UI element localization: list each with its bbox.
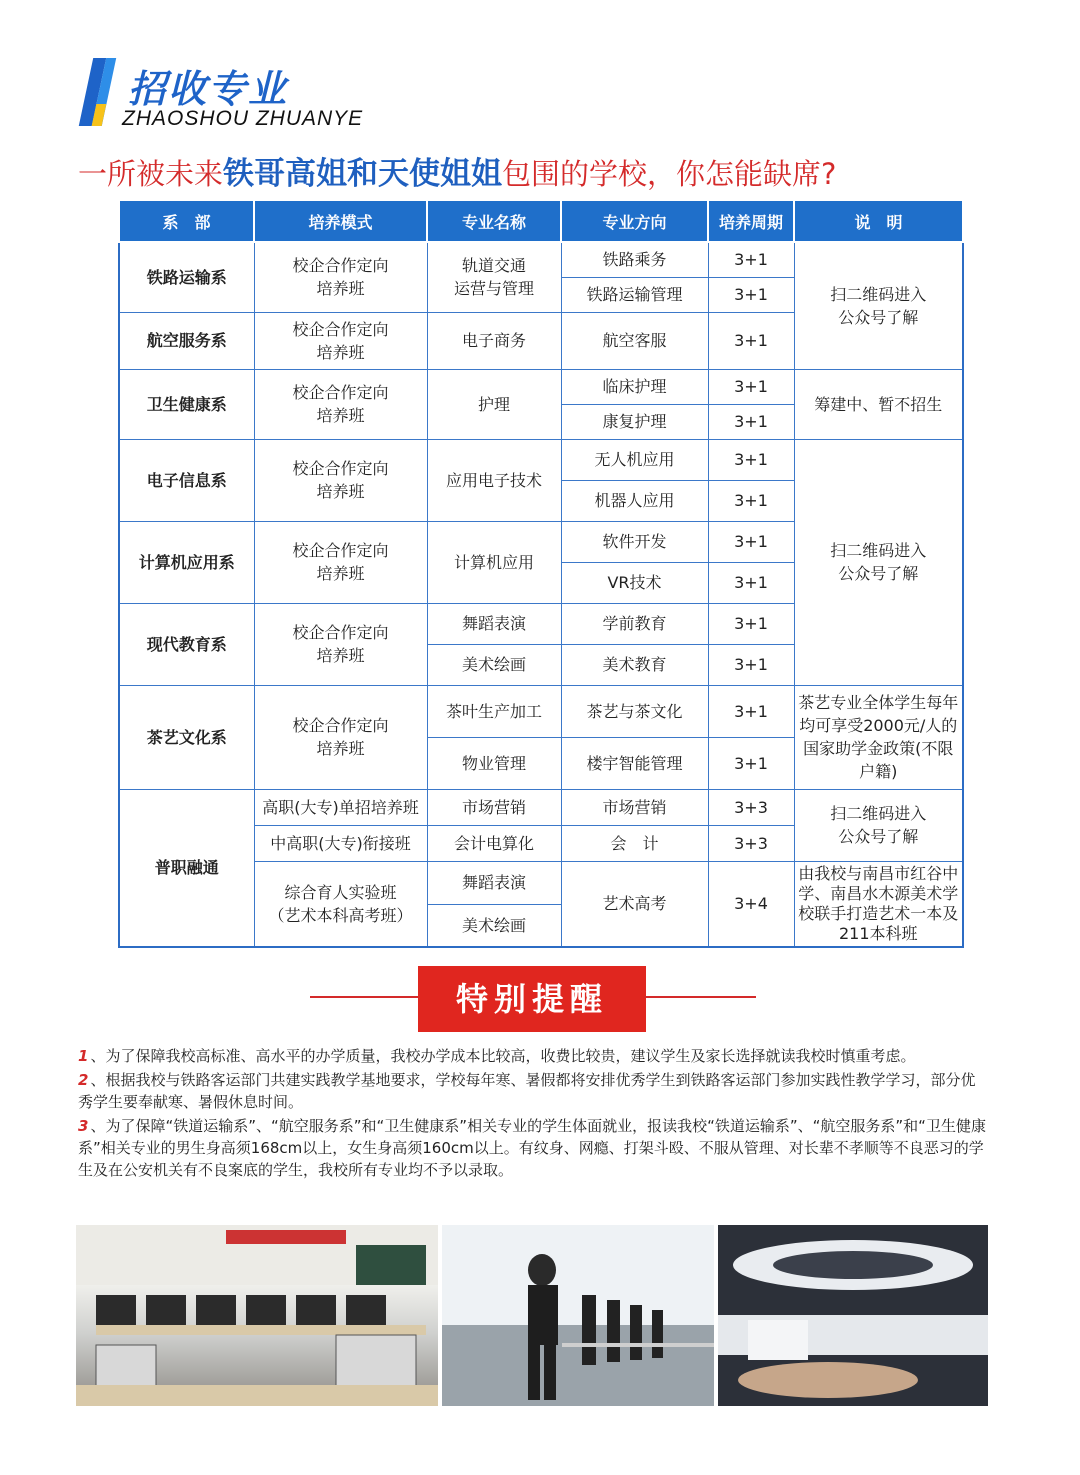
direction-cell: 航空客服 xyxy=(561,312,708,369)
major-cell: 舞蹈表演 xyxy=(427,603,561,644)
slogan-pre: 一所被未来 xyxy=(78,157,224,191)
reminder-line-right xyxy=(644,996,756,998)
direction-cell: 铁路运输管理 xyxy=(561,277,708,312)
modern-hall-photo xyxy=(718,1225,988,1406)
dept-cell: 现代教育系 xyxy=(119,603,254,685)
dept-cell: 电子信息系 xyxy=(119,439,254,521)
cycle-cell: 3+1 xyxy=(708,369,794,404)
major-cell: 美术绘画 xyxy=(427,644,561,685)
mode-cell: 校企合作定向 培养班 xyxy=(254,521,427,603)
table-row xyxy=(119,369,963,404)
section-title-pinyin: ZHAOSHOU ZHUANYE xyxy=(122,107,364,130)
reminder-num: 3 xyxy=(78,1117,89,1135)
table-row xyxy=(119,242,963,277)
mode-cell: 校企合作定向 培养班 xyxy=(254,439,427,521)
direction-cell: 楼宇智能管理 xyxy=(561,737,708,789)
mode-cell: 校企合作定向 培养班 xyxy=(254,242,427,312)
direction-cell: 铁路乘务 xyxy=(561,242,708,277)
reminder-list xyxy=(78,1045,990,1183)
majors-table xyxy=(118,199,964,948)
mode-cell: 中高职(大专)衔接班 xyxy=(254,825,427,861)
direction-cell: 会 计 xyxy=(561,825,708,861)
mode-cell: 高职(大专)单招培养班 xyxy=(254,789,427,825)
dept-cell: 卫生健康系 xyxy=(119,369,254,439)
reminder-text: 根据我校与铁路客运部门共建实践教学基地要求，学校每年寒、暑假都将安排优秀学生到铁路客运部门参加实践性教学学习，部分优秀学生要奉献寒、暑假休息时间。 xyxy=(78,1071,976,1111)
reminder-text: 为了保障“铁道运输系”、“航空服务系”和“卫生健康系”相关专业的学生体面就业，报读我校“铁道运输系”、“航空服务系”和“卫生健康系”相关专业的男生身高须168cm以上，女生身高须160cm以上。有纹身、网瘾、打架斗殴、不服从管理、对长辈不孝顺等不良恶习的学生及在公安机关有不良案底的学生，我校所有专业均不予以录取。 xyxy=(78,1117,986,1179)
slogan-highlight: 铁哥高姐和天使姐姐 xyxy=(223,156,503,192)
cycle-cell: 3+3 xyxy=(708,825,794,861)
direction-cell: 市场营销 xyxy=(561,789,708,825)
table-row xyxy=(119,439,963,480)
major-cell: 茶叶生产加工 xyxy=(427,685,561,737)
computer-lab-illustration xyxy=(76,1225,438,1406)
major-cell: 市场营销 xyxy=(427,789,561,825)
cycle-cell: 3+1 xyxy=(708,685,794,737)
header-note: 说 明 xyxy=(794,200,963,242)
dance-class-photo xyxy=(442,1225,714,1406)
header-mode: 培养模式 xyxy=(254,200,427,242)
cycle-cell: 3+1 xyxy=(708,603,794,644)
major-cell: 电子商务 xyxy=(427,312,561,369)
cycle-cell: 3+1 xyxy=(708,277,794,312)
slogan xyxy=(78,148,836,193)
mode-cell: 校企合作定向 培养班 xyxy=(254,685,427,789)
cycle-cell: 3+1 xyxy=(708,521,794,562)
reminder-item: 2 、根据我校与铁路客运部门共建实践教学基地要求，学校每年寒、暑假都将安排优秀学生到铁路客运部门参加实践性教学学习，部分优秀学生要奉献寒、暑假休息时间。 xyxy=(78,1071,976,1111)
direction-cell: 软件开发 xyxy=(561,521,708,562)
table-row xyxy=(119,789,963,825)
reminder-line-left xyxy=(310,996,420,998)
mode-cell: 校企合作定向 培养班 xyxy=(254,312,427,369)
header-dept: 系 部 xyxy=(119,200,254,242)
cycle-cell: 3+1 xyxy=(708,439,794,480)
cycle-cell: 3+1 xyxy=(708,562,794,603)
major-cell: 护理 xyxy=(427,369,561,439)
reminder-banner xyxy=(0,966,1080,1036)
header-cycle: 培养周期 xyxy=(708,200,794,242)
dept-cell: 茶艺文化系 xyxy=(119,685,254,789)
cycle-cell: 3+1 xyxy=(708,480,794,521)
major-cell: 轨道交通 运营与管理 xyxy=(427,242,561,312)
cycle-cell: 3+1 xyxy=(708,312,794,369)
direction-cell: 康复护理 xyxy=(561,404,708,439)
reminder-title: 特别提醒 xyxy=(418,966,646,1032)
cycle-cell: 3+1 xyxy=(708,242,794,277)
direction-cell: 茶艺与茶文化 xyxy=(561,685,708,737)
mode-cell: 校企合作定向 培养班 xyxy=(254,369,427,439)
note-cell: 扫二维码进入 公众号了解 xyxy=(794,789,963,861)
reminder-item: 3 、为了保障“铁道运输系”、“航空服务系”和“卫生健康系”相关专业的学生体面就业，报读我校“铁道运输系”、“航空服务系”和“卫生健康系”相关专业的男生身高须168cm以上，女生身高须160cm以上。有纹身、网瘾、打架斗殴、不服从管理、对长辈不孝顺等不良恶习的学生及在公安机关有不良案底的学生，我校所有专业均不予以录取。 xyxy=(78,1117,986,1179)
dance-class-illustration xyxy=(442,1225,714,1406)
note-cell: 扫二维码进入 公众号了解 xyxy=(794,439,963,685)
direction-cell: 机器人应用 xyxy=(561,480,708,521)
cycle-cell: 3+1 xyxy=(708,644,794,685)
direction-cell: 无人机应用 xyxy=(561,439,708,480)
logo-bars-icon xyxy=(80,58,124,126)
mode-cell: 综合育人实验班 （艺术本科高考班） xyxy=(254,861,427,947)
header-direction: 专业方向 xyxy=(561,200,708,242)
note-cell: 扫二维码进入 公众号了解 xyxy=(794,242,963,369)
computer-lab-photo xyxy=(76,1225,438,1406)
direction-cell: VR技术 xyxy=(561,562,708,603)
section-title: 招收专业 xyxy=(128,67,289,111)
major-cell: 会计电算化 xyxy=(427,825,561,861)
dept-cell: 航空服务系 xyxy=(119,312,254,369)
cycle-cell: 3+1 xyxy=(708,737,794,789)
note-cell: 茶艺专业全体学生每年均可享受2000元/人的国家助学金政策(不限户籍) xyxy=(794,685,963,789)
cycle-cell: 3+3 xyxy=(708,789,794,825)
reminder-item: 1 、为了保障我校高标准、高水平的办学质量，我校办学成本比较高，收费比较贵，建议学生及家长选择就读我校时慎重考虑。 xyxy=(78,1047,916,1065)
major-cell: 舞蹈表演 xyxy=(427,861,561,904)
note-cell: 由我校与南昌市红谷中学、南昌水木源美术学校联手打造艺术一本及211本科班 xyxy=(794,861,963,947)
major-cell: 美术绘画 xyxy=(427,904,561,947)
table-row xyxy=(119,685,963,737)
direction-cell: 学前教育 xyxy=(561,603,708,644)
reminder-num: 1 xyxy=(78,1047,89,1065)
reminder-text: 为了保障我校高标准、高水平的办学质量，我校办学成本比较高，收费比较贵，建议学生及家长选择就读我校时慎重考虑。 xyxy=(105,1047,916,1065)
note-cell: 筹建中、暂不招生 xyxy=(794,369,963,439)
major-cell: 物业管理 xyxy=(427,737,561,789)
slogan-post: 包围的学校，你怎能缺席? xyxy=(502,157,837,191)
mode-cell: 校企合作定向 培养班 xyxy=(254,603,427,685)
major-cell: 计算机应用 xyxy=(427,521,561,603)
table-header-row xyxy=(119,200,963,242)
cycle-cell: 3+4 xyxy=(708,861,794,947)
modern-hall-illustration xyxy=(718,1225,988,1406)
dept-cell: 普职融通 xyxy=(119,789,254,947)
dept-cell: 计算机应用系 xyxy=(119,521,254,603)
major-cell: 应用电子技术 xyxy=(427,439,561,521)
cycle-cell: 3+1 xyxy=(708,404,794,439)
dept-cell: 铁路运输系 xyxy=(119,242,254,312)
direction-cell: 美术教育 xyxy=(561,644,708,685)
direction-cell: 临床护理 xyxy=(561,369,708,404)
direction-cell: 艺术高考 xyxy=(561,861,708,947)
reminder-num: 2 xyxy=(78,1071,89,1089)
header-major: 专业名称 xyxy=(427,200,561,242)
